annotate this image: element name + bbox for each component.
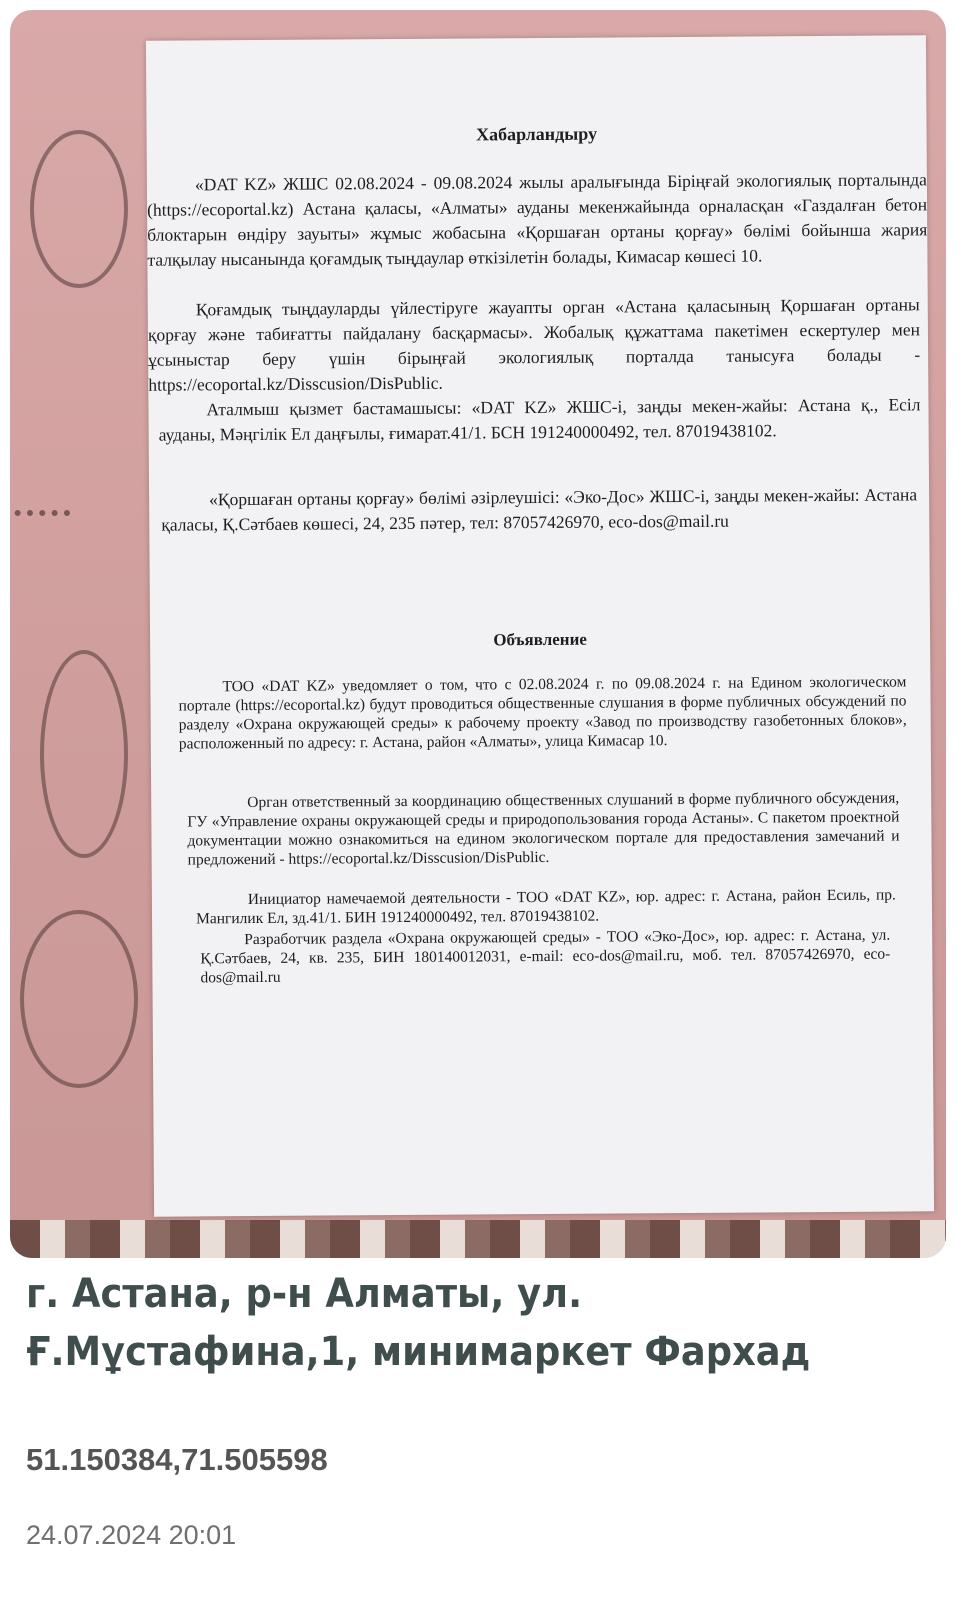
notice-title-kz: Хабарландыру [476, 123, 598, 145]
notice-photo[interactable] [10, 10, 946, 1258]
notice-kz-paragraph-4: «Қоршаған ортаны қорғау» бөлімі әзірлеушісі: «Эко-Дос» ЖШС-і, заңды мекен-жайы: Астана қаласы, Қ.Сәтбаев көшесі, 24, 235 пәтер, тел: 87057426970, eco-dos@mail.ru [161, 484, 918, 535]
notice-kz-paragraph-3: Аталмыш қызмет бастамашысы: «DAT KZ» ЖШС-і, заңды мекен-жайы: Астана қ., Есіл ауданы, Мәңгілік Ел даңғылы, ғимарат.41/1. БСН 191240000492, тел. 87019438102. [158, 394, 921, 445]
notice-ru-paragraph-3: Инициатор намечаемой деятельности - ТОО «DAT KZ», юр. адрес: г. Астана, район Есиль, пр. Мангилик Ел, зд.41/1. БИН 191240000492, тел. 87019438102. [195, 886, 896, 928]
location-caption: г. Астана, р-н Алматы, ул. Ғ.Мұстафина,1, минимаркет Фархад [26, 1271, 811, 1375]
notice-title-ru: Объявление [493, 629, 587, 650]
wall-pattern [40, 650, 128, 858]
wall-pattern [30, 130, 128, 288]
notice-ru-paragraph-4: Разработчик раздела «Охрана окружающей среды» - ТОО «Эко-Дос», юр. адрес: г. Астана, ул. Қ.Сәтбаев, 24, кв. 235, БИН 180140012031, e-mail: eco-dos@mail.ru, моб. тел. 87057426970, eco-dos@mail.ru [200, 926, 891, 987]
notice-kz-paragraph-2: Қоғамдық тыңдауларды үйлестіруге жауапты орган «Астана қаласының Қоршаған ортаны қорғау және табиғатты пайдалану басқармасы». Жобалық құжаттама пакетімен ескертулер мен ұсыныстар беру үшін бірыңғай экологиялық порталда танысуға болады -https://ecoportal.kz/Disscusion/DisPublic. [147, 294, 921, 395]
notice-ru-paragraph-1: ТОО «DAT KZ» уведомляет о том, что с 02.08.2024 г. по 09.08.2024 г. на Едином экологическом портале (https://ecoportal.kz) будут проводиться общественные слушания в форме публичных обсуждений по разделу «Охрана окружающей среды» к рабочему проекту «Завод по производству газобетонных блоков», расположенный по адресу: г. Астана, район «Алматы», улица Кимасар 10. [178, 673, 907, 753]
floor-strip [10, 1220, 946, 1258]
notice-ru-paragraph-2: Орган ответственный за координацию общественных слушаний в форме публичного обсуждения, ГУ «Управление охраны окружающей среды и природопользования города Астаны». С пакетом проектной документации можно ознакомиться на едином экологическом портале для предоставления замечаний и предложений - https://ecoportal.kz/Disscusion/DisPublic. [187, 789, 900, 869]
notice-kz-paragraph-1: «DAT KZ» ЖШС 02.08.2024 - 09.08.2024 жылы аралығында Біріңғай экологиялық порталында (https://ecoportal.kz) Астана қаласы, «Алматы» ауданы мекенжайында орналасқан «Газдалған бетон блоктарын өндіру зауыты» жұмыс жобасына «Қоршаған ортаны қорғау» бөлімі бойынша жария талқылау нысанында қоғамдық тыңдаулар өткізілетін болады, Кимасар көшесі 10. [147, 169, 928, 270]
wall-chain-pattern [10, 510, 70, 530]
timestamp-text: 24.07.2024 20:01 [26, 1520, 237, 1550]
notice-paper [146, 35, 934, 1216]
wall-pattern [20, 910, 138, 1088]
coordinates-text: 51.150384,71.505598 [26, 1442, 328, 1477]
